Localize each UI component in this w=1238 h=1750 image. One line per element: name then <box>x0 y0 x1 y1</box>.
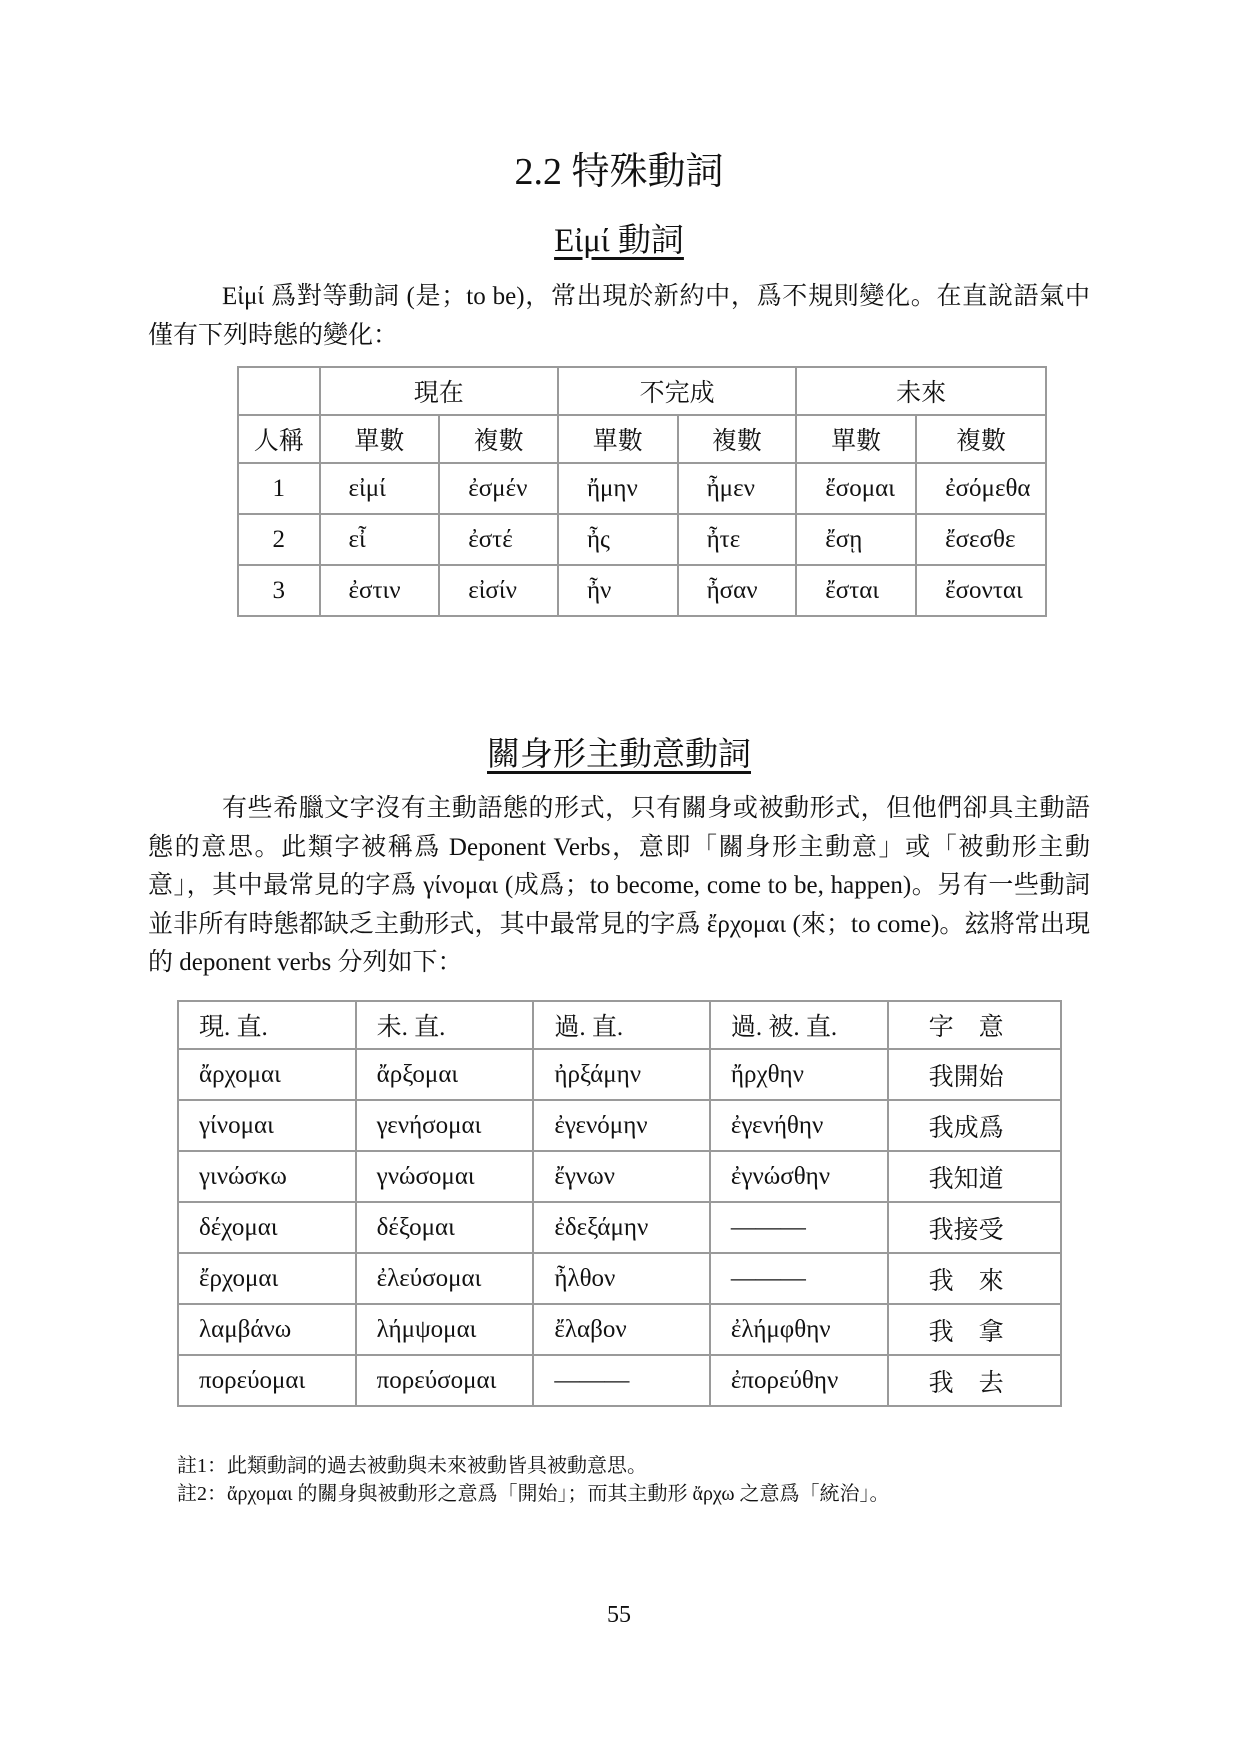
table-cell: ἐγενόμην <box>533 1100 710 1151</box>
table-cell: ἐγνώσθην <box>710 1151 888 1202</box>
table-cell: λήμψομαι <box>356 1304 534 1355</box>
table-cell: λαμβάνω <box>178 1304 356 1355</box>
table-row <box>178 1151 1061 1202</box>
table-cell: ἐλεύσομαι <box>356 1253 534 1304</box>
table-row <box>178 1253 1061 1304</box>
meaning-cell: 我 拿 <box>888 1304 1061 1355</box>
table-cell: πορεύσομαι <box>356 1355 534 1406</box>
table-cell: ἠρξάμην <box>533 1049 710 1100</box>
eimi-conjugation-table <box>237 366 1047 617</box>
tense-header-present: 現在 <box>320 367 558 415</box>
section-title: 2.2 特殊動詞 <box>514 151 724 193</box>
table-row <box>238 514 1046 565</box>
form-cell: ἤμην <box>558 463 678 514</box>
table-cell: ἔγνων <box>533 1151 710 1202</box>
column-header: 過. 直. <box>533 1001 710 1049</box>
form-cell: ἐστιν <box>320 565 440 616</box>
table-row <box>178 1100 1061 1151</box>
form-cell: ἦτε <box>678 514 797 565</box>
deponent-paragraph: 有些希臘文字沒有主動語態的形式，只有關身或被動形式，但他們卻具主動語態的意思。此類字被稱爲 Deponent Verbs，意即「關身形主動意」或「被動形主動意」，其中最常見的字爲 γίνομαι (成爲；to become, come to be, happen)。另有一些動詞並非所有時態都缺乏主動形式，其中最常見的字爲 ἔρχομαι (來；to come)。玆將常出現的 deponent verbs 分列如下： <box>148 795 1090 976</box>
table-row <box>238 565 1046 616</box>
form-cell: ἦν <box>558 565 678 616</box>
table-row <box>178 1202 1061 1253</box>
table-corner-cell <box>238 367 320 415</box>
form-cell: ἐσμέν <box>439 463 558 514</box>
meaning-cell: 我接受 <box>888 1202 1061 1253</box>
number-header: 單數 <box>558 415 678 463</box>
table-cell: ἐλήμφθην <box>710 1304 888 1355</box>
eimi-heading: Εἰμί 動詞 <box>554 223 684 259</box>
form-cell: ἔσεσθε <box>916 514 1046 565</box>
number-header: 複數 <box>916 415 1046 463</box>
page-number: 55 <box>607 1602 631 1628</box>
meaning-cell: 我 去 <box>888 1355 1061 1406</box>
person-cell: 1 <box>238 463 320 514</box>
table-cell: δέξομαι <box>356 1202 534 1253</box>
eimi-paragraph: Εἰμί 爲對等動詞 (是；to be)，常出現於新約中，爲不規則變化。在直說語氣中僅有下列時態的變化： <box>148 283 1090 349</box>
table-cell: ——— <box>533 1355 710 1406</box>
table-cell: πορεύομαι <box>178 1355 356 1406</box>
column-header: 過. 被. 直. <box>710 1001 888 1049</box>
table-cell: ἐδεξάμην <box>533 1202 710 1253</box>
form-cell: ἔσται <box>796 565 916 616</box>
table-cell: ἔλαβον <box>533 1304 710 1355</box>
footnote: 註2：ἄρχομαι 的關身與被動形之意爲「開始」；而其主動形 ἄρχω 之意爲「統治」。 <box>177 1483 890 1505</box>
form-cell: ἔσομαι <box>796 463 916 514</box>
deponent-heading: 關身形主動意動詞 <box>487 737 751 773</box>
form-cell: ἐστέ <box>439 514 558 565</box>
table-cell: δέχομαι <box>178 1202 356 1253</box>
meaning-cell: 我成爲 <box>888 1100 1061 1151</box>
table-cell: ——— <box>710 1253 888 1304</box>
number-header: 複數 <box>678 415 797 463</box>
column-header: 現. 直. <box>178 1001 356 1049</box>
person-cell: 3 <box>238 565 320 616</box>
table-cell: ἦλθον <box>533 1253 710 1304</box>
meaning-cell: 我 來 <box>888 1253 1061 1304</box>
table-row <box>178 1049 1061 1100</box>
form-cell: ἦς <box>558 514 678 565</box>
tense-header-imperfect: 不完成 <box>558 367 796 415</box>
form-cell: ἐσόμεθα <box>916 463 1046 514</box>
column-header: 字 意 <box>888 1001 1061 1049</box>
form-cell: ἦσαν <box>678 565 797 616</box>
footnote: 註1：此類動詞的過去被動與未來被動皆具被動意思。 <box>177 1455 647 1477</box>
person-header: 人稱 <box>238 415 320 463</box>
tense-header-future: 未來 <box>796 367 1046 415</box>
table-cell: γνώσομαι <box>356 1151 534 1202</box>
form-cell: ἔσῃ <box>796 514 916 565</box>
meaning-cell: 我知道 <box>888 1151 1061 1202</box>
table-cell: ἐπορεύθην <box>710 1355 888 1406</box>
number-header: 單數 <box>796 415 916 463</box>
table-cell: ἄρξομαι <box>356 1049 534 1100</box>
table-cell: ἔρχομαι <box>178 1253 356 1304</box>
table-cell: ἐγενήθην <box>710 1100 888 1151</box>
table-cell: ἄρχομαι <box>178 1049 356 1100</box>
column-header: 未. 直. <box>356 1001 534 1049</box>
person-cell: 2 <box>238 514 320 565</box>
table-row <box>238 463 1046 514</box>
form-cell: ἦμεν <box>678 463 797 514</box>
form-cell: εἰσίν <box>439 565 558 616</box>
form-cell: ἔσονται <box>916 565 1046 616</box>
form-cell: εἰμί <box>320 463 440 514</box>
footnotes <box>177 1452 890 1508</box>
table-row <box>178 1304 1061 1355</box>
number-header: 單數 <box>320 415 440 463</box>
number-header: 複數 <box>439 415 558 463</box>
table-cell: ——— <box>710 1202 888 1253</box>
table-cell: γινώσκω <box>178 1151 356 1202</box>
table-row <box>178 1355 1061 1406</box>
table-cell: γενήσομαι <box>356 1100 534 1151</box>
table-cell: ἤρχθην <box>710 1049 888 1100</box>
meaning-cell: 我開始 <box>888 1049 1061 1100</box>
deponent-verbs-table <box>177 1000 1062 1407</box>
form-cell: εἶ <box>320 514 440 565</box>
table-cell: γίνομαι <box>178 1100 356 1151</box>
